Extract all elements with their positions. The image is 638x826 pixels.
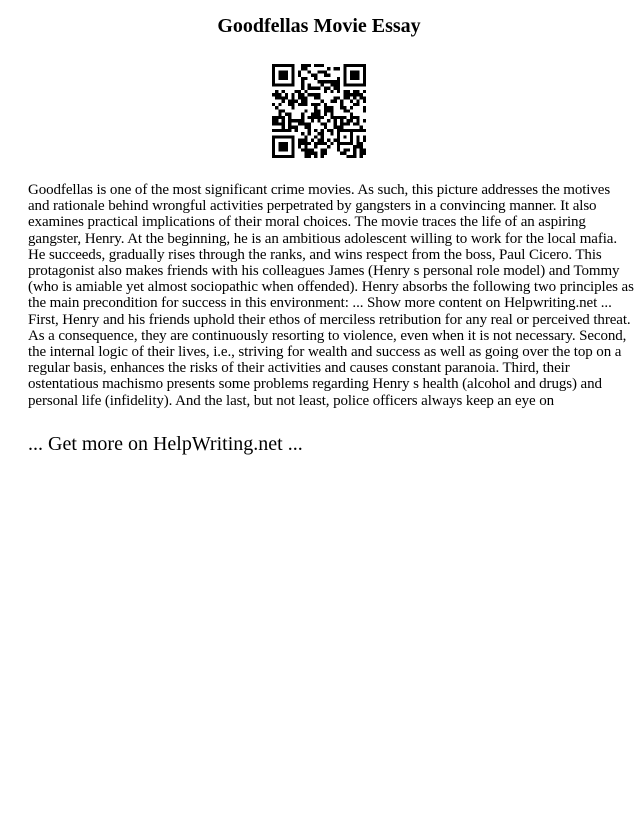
essay-line: and rationale behind wrongful activities perpetrated by gangsters in a convincing manner. It also [28,198,597,215]
essay-line: Goodfellas is one of the most significant crime movies. As such, this picture addresses the motives [28,182,611,198]
essay-line: ostentatious machismo presents some problems regarding Henry s health (alcohol and drugs) and [28,376,602,393]
essay-line: He succeeds, gradually rises through the ranks, and wins respect from the boss, Paul Cicero. This [28,246,602,263]
essay-line: examines practical implications of their moral choices. The movie traces the life of an aspiring [28,214,586,231]
get-more-link[interactable]: ... Get more on HelpWriting.net ... [28,433,303,455]
essay-line: First, Henry and his friends uphold their ethos of merciless retribution for any real or perceived threat. [28,311,631,328]
essay-line: the main precondition for success in this environment: ... Show more content on Helpwriting.net ... [28,295,612,312]
essay-line: protagonist also makes friends with his colleagues James (Henry s personal role model) and Tommy [28,263,620,280]
essay-line: As a consequence, they are continuously resorting to violence, even when it is not necessary. Second, [28,327,627,344]
qr-code-icon [272,64,366,158]
essay-line: (who is amiable yet almost sociopathic when offended). Henry absorbs the following two principles as [28,279,634,296]
essay-line: regular basis, enhances the risks of their activities and causes constant paranoia. Third, their [28,360,570,377]
essay-body [28,182,634,409]
essay-line: gangster, Henry. At the beginning, he is an ambitious adolescent willing to work for the local mafia. [28,230,618,247]
essay-line: personal life (infidelity). And the last, but not least, police officers always keep an eye on [28,392,554,409]
page-title: Goodfellas Movie Essay [217,15,421,37]
essay-line: the internal logic of their lives, i.e., striving for wealth and success as well as going over the top on a [28,344,622,361]
